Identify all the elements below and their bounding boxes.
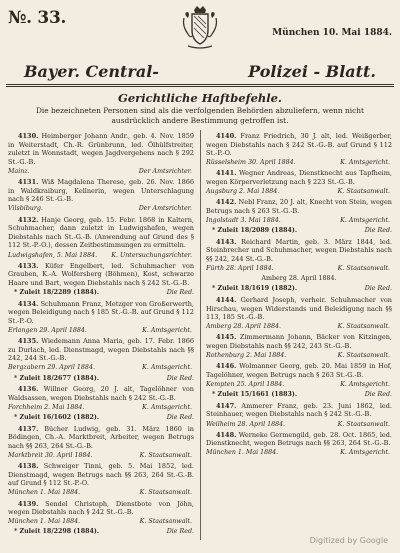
entry-number: 4133. bbox=[18, 261, 39, 270]
entry-reference bbox=[8, 528, 194, 537]
entry-signature bbox=[206, 159, 392, 168]
entry-signature bbox=[206, 381, 392, 390]
place-date: * Zuleit 18/2289 (1884). bbox=[14, 288, 100, 296]
entry-number: 4131. bbox=[18, 178, 39, 187]
authority: K. Untersuchungsrichter. bbox=[111, 251, 192, 259]
centered-line: Amberg 28. April 1884. bbox=[261, 275, 337, 283]
authority: K. Amtsgericht. bbox=[142, 364, 192, 372]
section-title: Gerichtliche Haftbefehle. bbox=[118, 91, 282, 105]
entry-text: Wiß Magdalena Therese, geb. 26. Nov. 1866 in Waldkraiburg, Kellnerin, wegen Unterschlagung nach § 246 St.-G.-B. bbox=[8, 178, 194, 204]
authority: K. Amtsgericht. bbox=[340, 159, 390, 167]
warrant-entry bbox=[8, 462, 194, 488]
place-date: Mainz. bbox=[8, 167, 30, 175]
column-divider bbox=[200, 130, 201, 540]
warrant-entry bbox=[206, 238, 392, 264]
authority: Die Red. bbox=[166, 288, 194, 296]
place-date: Amberg 28. April 1884. bbox=[206, 323, 281, 331]
watermark: Digitized by Google bbox=[309, 536, 388, 545]
warrant-entry bbox=[206, 333, 392, 350]
authority: K. Amtsgericht. bbox=[340, 381, 390, 389]
place-date: * Zuleit 18/2677 (1884). bbox=[14, 374, 100, 382]
title-left: Bayer. Central- bbox=[24, 62, 159, 81]
authority: K. Staatsanwalt. bbox=[337, 265, 390, 273]
entry-signature bbox=[206, 421, 392, 430]
entry-signature bbox=[206, 265, 392, 274]
warrant-entry bbox=[8, 500, 194, 517]
entry-reference bbox=[8, 414, 194, 423]
warrant-entry bbox=[206, 132, 392, 158]
entry-number: 4144. bbox=[216, 295, 237, 304]
entry-text: Franz Friedrich, 30 J. alt, led. Weißgerber, wegen Diebstahls nach § 242 St.-G.-B. auf Grund § 112 St.-P.-O. bbox=[206, 132, 392, 158]
entry-text: Sendel Christoph, Dienstbote von Jöhn, wegen Diebstahls nach § 242 St.-G.-B. bbox=[8, 499, 194, 517]
entry-text: Wegner Andreas, Dienstknecht aus Tapfheim, wegen Körperverletzung nach § 223 St.-G.-B. bbox=[206, 169, 392, 187]
entry-number: 4145. bbox=[216, 333, 237, 342]
place-date: Weilheim 28. April 1884. bbox=[206, 420, 286, 428]
section-intro: Die bezeichneten Personen sind als die verfolgenden Behörden abzuliefern, wenn nicht ausdrücklich andere Bestimmung getroffen ist. bbox=[35, 106, 365, 125]
entry-signature bbox=[206, 217, 392, 226]
authority: Die Red. bbox=[166, 528, 194, 536]
place-date: Rüsselsheim 30. April 1884. bbox=[206, 159, 296, 167]
authority: K. Staatsanwalt. bbox=[337, 188, 390, 196]
entry-signature bbox=[206, 352, 392, 361]
entry-text: Werneke Germengild, geb. 28. Oct. 1865, led. Dienstknecht, wegen Betrugs nach §§ 263, 264 St.-G.-B. bbox=[206, 430, 392, 448]
bavarian-coat-of-arms-icon bbox=[180, 4, 220, 52]
warrant-entry bbox=[206, 169, 392, 186]
title-row bbox=[6, 56, 394, 80]
authority: K. Staatsanwalt. bbox=[139, 489, 192, 497]
issue-date: München 10. Mai 1884. bbox=[272, 28, 392, 38]
entry-reference bbox=[206, 391, 392, 400]
authority: Der Amtsrichter. bbox=[138, 205, 192, 213]
entry-reference bbox=[206, 285, 392, 294]
entry-text: Nebl Franz, 20 J. alt, Knecht von Stein, wegen Betrugs nach § 263 St.-G.-B. bbox=[206, 198, 392, 215]
authority: K. Staatsanwalt. bbox=[337, 420, 390, 428]
newspaper-page bbox=[6, 4, 394, 549]
entry-text: Wiedemann Anna Maria, geb. 17. Febr. 1866 zu Durlach, led. Dienstmagd, wegen Diebstahls nach §§ 242, 244 St.-G.-B. bbox=[8, 337, 194, 363]
authority: K. Amtsgericht. bbox=[142, 326, 192, 334]
authority: K. Amtsgericht. bbox=[340, 217, 390, 225]
entry-signature bbox=[8, 364, 194, 373]
header-rule bbox=[6, 84, 394, 85]
warrant-entry bbox=[206, 198, 392, 215]
place-date: Augsburg 2. Mai 1884. bbox=[206, 188, 280, 196]
entry-signature bbox=[206, 449, 392, 458]
right-column bbox=[206, 132, 392, 460]
authority: Die Red. bbox=[364, 285, 392, 293]
warrant-entry bbox=[206, 296, 392, 322]
entry-signature bbox=[8, 252, 194, 261]
place-date: Bergzabern 29. April 1884. bbox=[8, 364, 95, 372]
authority: K. Amtsgericht. bbox=[340, 449, 390, 457]
authority: Die Red. bbox=[166, 413, 194, 421]
entry-number: 4141. bbox=[216, 169, 237, 178]
authority: K. Staatsanwalt. bbox=[337, 352, 390, 360]
authority: K. Staatsanwalt. bbox=[139, 451, 192, 459]
warrant-entry bbox=[8, 385, 194, 402]
place-date: * Zuleit 18/1619 (1882). bbox=[212, 285, 298, 293]
warrant-entry bbox=[206, 431, 392, 448]
entry-signature bbox=[206, 188, 392, 197]
place-date: Rothenburg 2. Mai 1884. bbox=[206, 352, 287, 360]
warrant-entry bbox=[206, 362, 392, 379]
warrant-entry bbox=[8, 132, 194, 166]
entry-signature bbox=[8, 404, 194, 413]
place-date: Fürth 28. April 1884. bbox=[206, 265, 274, 273]
entry-text: Ammerer Franz, geb. 23. Juni 1862, led. Steinhauer, wegen Diebstahls nach § 242 St.-G.-B. bbox=[206, 401, 392, 419]
entry-number: 4142. bbox=[216, 198, 237, 207]
entry-text: Küfer Engelbert, led. Schuhmacher von Grauben, K.-A. Wolfersberg (Böhmen), Kost, schwarze Haare und Bart, wegen Diebstahls nach § 242 St.-G.-B. bbox=[8, 261, 194, 287]
entry-text: Heimberger Johann Andr., geb. 4. Nov. 1859 in Weiterstadt, Ch.-R. Grünbrunn, led. Ölhülfstreiter, zuletzt in Wonnstadt, wegen Jagdvergehens nach § 292 St.-G.-B. bbox=[8, 132, 194, 166]
entry-text: Willner Georg, 20 J. alt, Tagelöhner von Waldsassen, wegen Diebstahls nach § 242 St.-G.-B. bbox=[8, 385, 194, 402]
entry-reference bbox=[8, 375, 194, 384]
entry-text: Wolmanner Georg, geb. 20. Mai 1859 in Hof, Tagelöhner, wegen Betrugs nach § 263 St.-G.-B. bbox=[206, 362, 392, 379]
entry-number: 4143. bbox=[216, 237, 237, 246]
warrant-entry bbox=[8, 337, 194, 363]
entry-reference bbox=[8, 289, 194, 298]
entry-signature bbox=[8, 452, 194, 461]
entry-signature bbox=[8, 327, 194, 336]
entry-number: 4138. bbox=[18, 462, 39, 471]
header-rule bbox=[6, 86, 394, 87]
place-date: * Zuleit 18/2089 (1884). bbox=[212, 227, 298, 235]
authority: K. Amtsgericht. bbox=[142, 403, 192, 411]
entry-signature bbox=[8, 168, 194, 177]
entry-number: 4134. bbox=[18, 299, 39, 308]
entry-number: 4136. bbox=[18, 385, 39, 394]
entry-reference bbox=[206, 227, 392, 236]
entry-text: Gerhard Joseph, verheir. Schuhmacher von Hirschau, wegen Widerstands und Beleidigung nach §§ 113, 185 St.-G.-B. bbox=[206, 295, 392, 322]
entry-number: 4135. bbox=[18, 337, 39, 346]
entry-text: Bücher Ludwig, geb. 31. März 1860 in Bödingen, Ch.-A. Marktbreit, Arbeiter, wegen Betrugs nach §§ 263, 264 St.-G.-B. bbox=[8, 424, 194, 450]
entry-text: Zimmermann Johann, Bäcker von Kitzingen, wegen Diebstahls nach §§ 242, 243 St.-G.-B. bbox=[206, 333, 392, 351]
warrant-entry bbox=[8, 178, 194, 204]
entry-number: 4130. bbox=[18, 132, 39, 140]
place-date: * Zuleit 18/2298 (1884). bbox=[14, 528, 100, 536]
entry-number: 4147. bbox=[216, 401, 237, 410]
authority: Der Amtsrichter. bbox=[138, 167, 192, 175]
place-date: * Zuleit 15/1661 (1883). bbox=[212, 391, 298, 399]
entry-text: Hanje Georg, geb. 15. Febr. 1868 in Kaltern, Schuhmacher, dann zuletzt in Ludwigshafen, wegen Diebstahls nach St.-G.-B. (Anwendung auf Grund des § 112 St.-P.-O.), dessen Zeitbestimmungen zu ermitteln. bbox=[8, 215, 194, 250]
entry-signature bbox=[8, 205, 194, 214]
authority: Die Red. bbox=[364, 227, 392, 235]
place-date: München 1. Mai 1884. bbox=[206, 449, 279, 457]
warrant-entry bbox=[8, 216, 194, 250]
place-date: Forchheim 2. Mai 1884. bbox=[8, 403, 85, 411]
entry-number: 4140. bbox=[216, 132, 237, 140]
authority: K. Staatsanwalt. bbox=[139, 518, 192, 526]
place-date: Ludwigshafen, 5. Mai 1884. bbox=[8, 251, 98, 259]
authority: Die Red. bbox=[166, 374, 194, 382]
place-date: Vilsbiburg. bbox=[8, 205, 43, 213]
title-right: Polizei - Blatt. bbox=[248, 62, 376, 81]
place-date: München 1. Mai 1884. bbox=[8, 489, 81, 497]
warrant-entry bbox=[8, 300, 194, 326]
entry-number: 4148. bbox=[216, 430, 237, 439]
warrant-entry bbox=[8, 425, 194, 451]
place-date: München 1. Mai 1884. bbox=[8, 518, 81, 526]
place-date: Kempten 25. April 1884. bbox=[206, 381, 285, 389]
entry-signature bbox=[8, 518, 194, 527]
entry-signature bbox=[206, 323, 392, 332]
left-column bbox=[8, 132, 194, 539]
entry-number: 4137. bbox=[18, 424, 39, 433]
place-date: * Zuleit 16/1602 (1882). bbox=[14, 413, 100, 421]
entry-text: Reichard Martin, geb. 3. März 1844, led. Steinbrecher und Schuhmacher, wegen Diebstahls nach §§ 242, 244 St.-G.-B. bbox=[206, 237, 392, 263]
entry-number: 4132. bbox=[18, 215, 39, 224]
place-date: Marktbreit 30. April 1884. bbox=[8, 451, 93, 459]
warrant-entry bbox=[206, 402, 392, 419]
entry-signature bbox=[8, 489, 194, 498]
entry-text: Schweiger Tinni, geb. 5. Mai 1852, led. Dienstmagd, wegen Betrugs nach §§ 263, 264 St.-G.-B. auf Grund § 112 St.-P.-O. bbox=[8, 462, 194, 488]
place-date: Erlangen 29. April 1884. bbox=[8, 326, 87, 334]
entry-number: 4139. bbox=[18, 499, 39, 508]
entry-number: 4146. bbox=[216, 362, 237, 371]
entry-text: Schuhmann Franz, Metzger von Großerwerth, wegen Beleidigung nach § 185 St.-G.-B. auf Grund § 112 St.-P.-O. bbox=[8, 299, 194, 325]
authority: Die Red. bbox=[364, 391, 392, 399]
issue-number: №. 33. bbox=[8, 8, 67, 28]
authority: K. Staatsanwalt. bbox=[337, 323, 390, 331]
place-date: Ingolstadt 3. Mai 1884. bbox=[206, 217, 281, 225]
warrant-entry bbox=[8, 262, 194, 288]
